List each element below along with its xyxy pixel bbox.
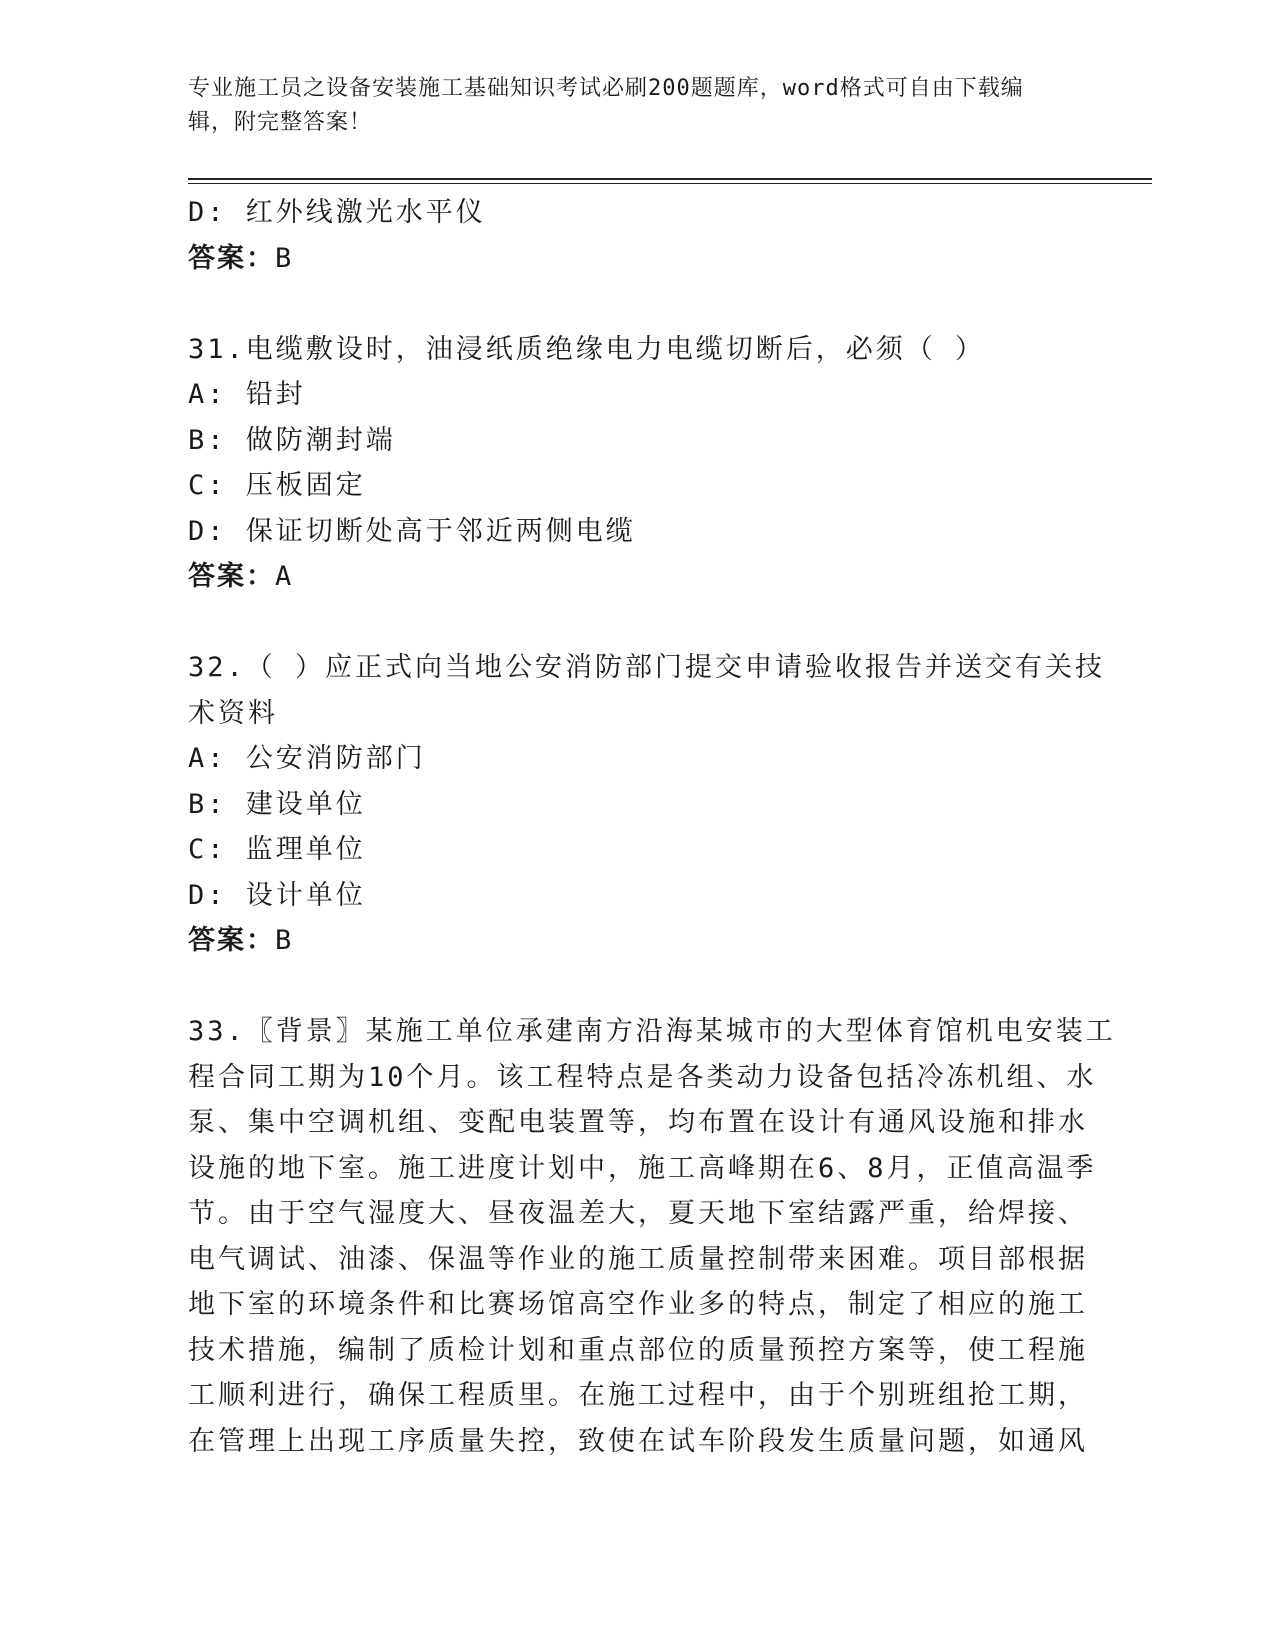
q33-line: 技术措施，编制了质检计划和重点部位的质量预控方案等，使工程施	[188, 1334, 1088, 1366]
q31-option-d: D: 保证切断处高于邻近两侧电缆	[188, 515, 636, 547]
q31-option-a: A: 铅封	[188, 379, 306, 410]
spacer	[188, 281, 1088, 327]
document-header-title: 专业施工员之设备安装施工基础知识考试必刷200题题库，word格式可自由下载编辑，附完整答案！	[188, 76, 1024, 135]
q33-line: 在管理上出现工序质量失控，致使在试车阶段发生质量问题，如通风	[188, 1425, 1088, 1457]
answer-label: 答案：	[188, 925, 275, 956]
header-divider-thick	[188, 178, 1152, 180]
q30-answer	[188, 236, 1088, 282]
q32-answer	[188, 918, 1088, 964]
answer-value: A	[275, 561, 294, 592]
header-divider-thin	[188, 183, 1152, 184]
q32-option-b: B: 建设单位	[188, 788, 366, 820]
document-body	[188, 190, 1116, 1464]
q32-stem-line-1: 32.（ ）应正式向当地公安消防部门提交申请验收报告并送交有关技	[188, 652, 1106, 683]
q33-line: 工顺利进行，确保工程质里。在施工过程中，由于个别班组抢工期，	[188, 1380, 1088, 1411]
q31-stem: 31.电缆敷设时，油浸纸质绝缘电力电缆切断后，必须（ ）	[188, 333, 986, 365]
spacer	[188, 964, 1088, 1010]
q31-answer	[188, 554, 1088, 600]
q33-line: 节。由于空气湿度大、昼夜温差大，夏天地下室结露严重，给焊接、	[188, 1198, 1088, 1229]
q32-option-a: A: 公安消防部门	[188, 743, 426, 774]
q33-line: 地下室的环境条件和比赛场馆高空作业多的特点，制定了相应的施工	[188, 1289, 1088, 1320]
q32-option-c: C: 监理单位	[188, 834, 366, 865]
answer-label: 答案：	[188, 561, 275, 592]
answer-value: B	[275, 925, 294, 956]
q32-option-d: D: 设计单位	[188, 879, 366, 911]
spacer	[188, 600, 1088, 646]
q31-option-b: B: 做防潮封端	[188, 424, 396, 456]
q33-line: 设施的地下室。施工进度计划中，施工高峰期在6、8月，正值高温季	[188, 1152, 1097, 1184]
q31-option-c: C: 压板固定	[188, 470, 366, 501]
q33-line: 33.〖背景〗某施工单位承建南方沿海某城市的大型体育馆机电安装工	[188, 1016, 1116, 1047]
q33-line: 程合同工期为10个月。该工程特点是各类动力设备包括冷冻机组、水	[188, 1061, 1097, 1093]
q33-line: 泵、集中空调机组、变配电装置等，均布置在设计有通风设施和排水	[188, 1107, 1088, 1138]
q30-option-d: D: 红外线激光水平仪	[188, 197, 486, 228]
q32-stem-line-2: 术资料	[188, 697, 278, 729]
answer-value: B	[275, 242, 294, 274]
q33-line: 电气调试、油漆、保温等作业的施工质量控制带来困难。项目部根据	[188, 1243, 1088, 1275]
answer-label: 答案：	[188, 242, 275, 274]
